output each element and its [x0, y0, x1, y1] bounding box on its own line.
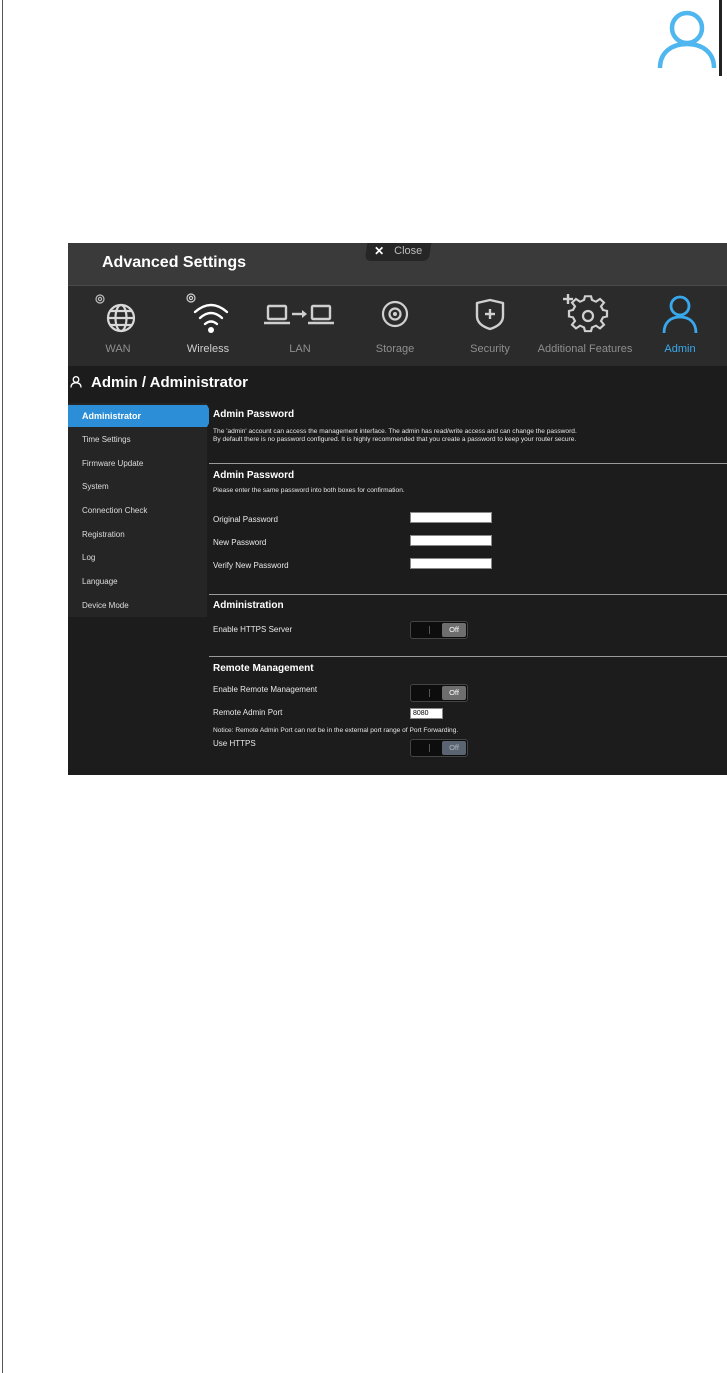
sidebar-item-time-settings[interactable]: [68, 429, 207, 451]
toggle-state: Off: [442, 741, 466, 755]
nav-label-additional-features: Additional Features: [537, 343, 633, 355]
section-heading-remote-management: Remote Management: [213, 663, 314, 674]
lan-icon: [260, 292, 340, 338]
sidebar-item-label: System: [82, 482, 109, 491]
section-divider: [209, 594, 727, 595]
use-https-toggle[interactable]: [410, 739, 468, 757]
toggle-knob: [429, 744, 430, 752]
sidebar-item-label: Language: [82, 577, 118, 586]
page-right-rule: [719, 0, 722, 76]
section-heading-admin-password: Admin Password: [213, 470, 295, 481]
sidebar-item-firmware-update[interactable]: [68, 453, 207, 475]
globe-icon: [93, 292, 143, 338]
admin-password-description-line1: The 'admin' account can access the management interface. The admin has read/write access and can change the password.: [213, 428, 577, 435]
use-https-label: Use HTTPS: [213, 739, 256, 748]
nav-item-additional-features[interactable]: [530, 286, 640, 366]
original-password-label: Original Password: [213, 515, 278, 524]
remote-port-notice: Notice: Remote Admin Port can not be in the external port range of Port Forwarding.: [213, 727, 459, 734]
advanced-settings-panel: [68, 243, 727, 775]
new-password-input[interactable]: [410, 535, 492, 546]
new-password-label: New Password: [213, 538, 267, 547]
section-heading-administration: Administration: [213, 600, 284, 611]
verify-password-label: Verify New Password: [213, 561, 289, 570]
remote-management-label: Enable Remote Management: [213, 685, 318, 694]
sidebar-item-label: Administrator: [82, 411, 142, 421]
page-title: Admin / Administrator: [91, 374, 248, 391]
toggle-state: Off: [442, 623, 466, 637]
sidebar-item-connection-check[interactable]: [68, 500, 207, 522]
breadcrumb: [68, 371, 727, 395]
nav-item-wireless[interactable]: [178, 286, 238, 366]
nav-item-wan[interactable]: [88, 286, 148, 366]
sidebar-item-device-mode[interactable]: [68, 595, 207, 617]
sidebar-item-log[interactable]: [68, 547, 207, 569]
section-divider: [209, 463, 727, 464]
sidebar-item-label: Connection Check: [82, 506, 148, 515]
user-icon: [656, 8, 718, 70]
sidebar-item-label: Time Settings: [82, 435, 131, 444]
admin-sidebar: [68, 403, 207, 617]
toggle-knob: [429, 626, 430, 634]
wifi-icon: [183, 292, 233, 338]
https-server-label: Enable HTTPS Server: [213, 625, 293, 634]
panel-title: Advanced Settings: [102, 254, 247, 271]
admin-content: [209, 403, 727, 775]
sidebar-item-label: Firmware Update: [82, 459, 144, 468]
nav-label-security: Security: [470, 343, 510, 355]
remote-admin-port-input[interactable]: [410, 708, 443, 719]
nav-item-lan[interactable]: [260, 286, 340, 366]
nav-label-storage: Storage: [375, 343, 415, 355]
category-nav: [68, 286, 727, 366]
sidebar-item-language[interactable]: [68, 571, 207, 593]
remote-management-toggle[interactable]: [410, 684, 468, 702]
sidebar-item-system[interactable]: [68, 476, 207, 498]
nav-label-wireless: Wireless: [186, 343, 230, 355]
nav-label-lan: LAN: [289, 343, 311, 355]
nav-item-security[interactable]: [460, 286, 520, 366]
gear-plus-icon: [555, 292, 615, 338]
sidebar-item-label: Log: [82, 553, 96, 562]
nav-label-wan: WAN: [105, 343, 131, 355]
page-left-rule: [2, 0, 3, 1373]
admin-password-note: Please enter the same password into both boxes for confirmation.: [213, 487, 405, 494]
admin-password-description-line2: By default there is no password configured. It is highly recommended that you create a password to keep your router secure.: [213, 436, 577, 443]
nav-item-storage[interactable]: [365, 286, 425, 366]
sidebar-item-registration[interactable]: [68, 524, 207, 546]
toggle-state: Off: [442, 686, 466, 700]
nav-item-admin[interactable]: [650, 286, 710, 366]
section-divider: [209, 656, 727, 657]
toggle-knob: [429, 689, 430, 697]
https-server-toggle[interactable]: [410, 621, 468, 639]
sidebar-item-administrator[interactable]: [68, 405, 207, 427]
verify-password-input[interactable]: [410, 558, 492, 569]
close-button[interactable]: [365, 243, 432, 261]
user-icon: [70, 376, 82, 388]
section-heading-admin-password-intro: Admin Password: [213, 409, 295, 420]
remote-admin-port-label: Remote Admin Port: [213, 708, 283, 717]
close-icon: ✕: [374, 244, 385, 258]
close-label: Close: [394, 245, 423, 257]
sidebar-item-label: Device Mode: [82, 601, 129, 610]
storage-icon: [370, 292, 420, 338]
shield-icon: [465, 292, 515, 338]
user-icon: [655, 292, 705, 338]
nav-label-admin: Admin: [664, 343, 696, 355]
sidebar-item-label: Registration: [82, 530, 125, 539]
original-password-input[interactable]: [410, 512, 492, 523]
